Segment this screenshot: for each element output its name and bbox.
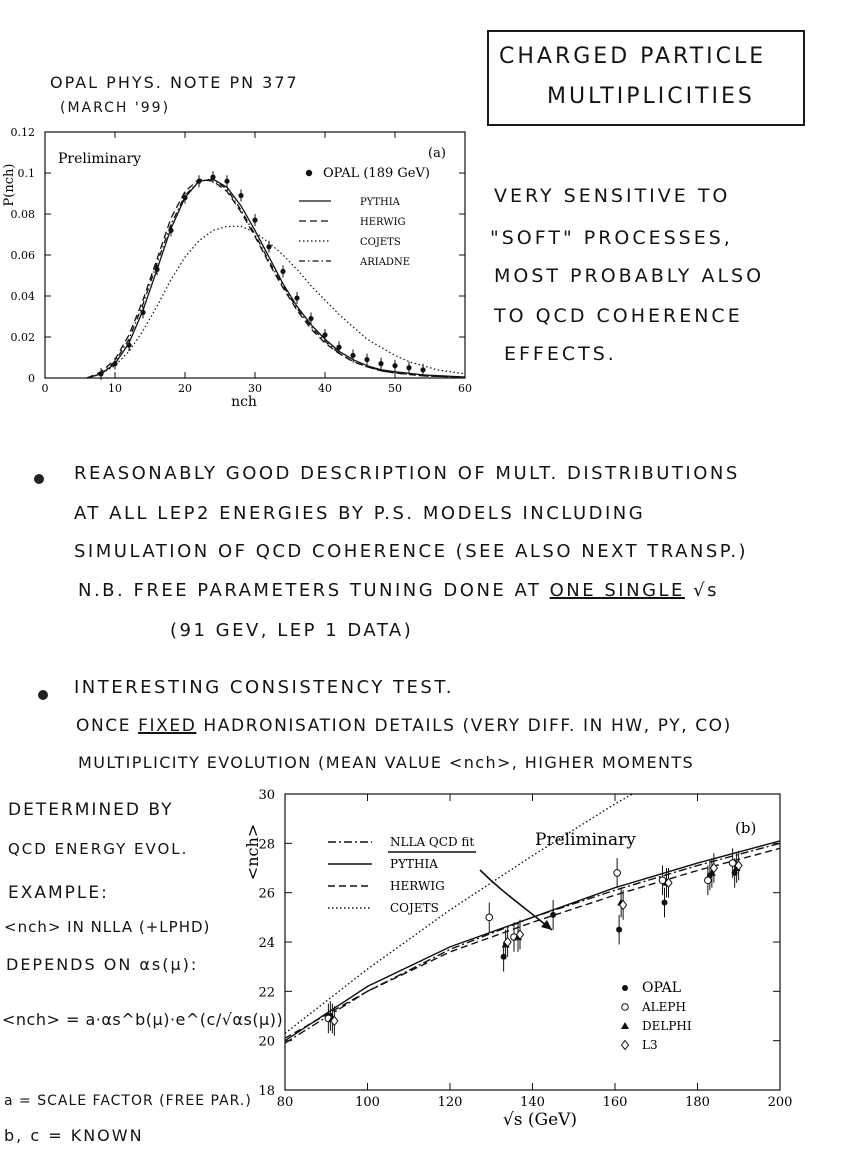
bullet-2-line-3: MULTIPLICITY EVOLUTION (MEAN VALUE <nch>, HIGHER MOMENTS xyxy=(78,753,695,772)
y-tick-label-a: 0.08 xyxy=(10,208,35,221)
y-tick-label-a: 0.06 xyxy=(10,249,35,262)
side-note-4: TO QCD COHERENCE xyxy=(494,305,743,327)
bullet-1-line-2: AT ALL LEP2 ENERGIES BY P.S. MODELS INCLUDING xyxy=(74,503,646,524)
bullet-2-line-2 xyxy=(76,716,732,736)
legend-label-b-nlla-qcd-fit: NLLA QCD fit xyxy=(390,835,475,849)
data-point-a xyxy=(140,310,145,315)
x-tick-label-b: 200 xyxy=(767,1095,793,1110)
legend-label-b-aleph: ALEPH xyxy=(642,1000,686,1014)
y-tick-label-b: 18 xyxy=(258,1084,275,1099)
formula: <nch> = a·αs^b(μ)·e^(c/√αs(μ)) xyxy=(2,1010,284,1029)
chart-mean-multiplicity-evolution xyxy=(240,780,800,1160)
data-point-a xyxy=(406,365,411,370)
y-tick-label-b: 26 xyxy=(258,886,275,902)
data-point-a xyxy=(336,345,341,350)
curve-b-cojets xyxy=(285,780,780,1033)
data-point-a xyxy=(196,179,201,184)
bullet-1-dot xyxy=(34,474,44,484)
legend-label-b-pythia: PYTHIA xyxy=(390,857,438,871)
y-axis-label-b: <nch> xyxy=(243,823,262,881)
y-tick-label-b: 20 xyxy=(258,1034,275,1050)
marker-opal xyxy=(662,900,668,906)
bullet-2-dot xyxy=(38,690,48,700)
marker-delphi xyxy=(621,1022,629,1029)
marker-aleph xyxy=(705,877,712,884)
x-tick-label-b: 100 xyxy=(355,1095,380,1110)
data-point-a xyxy=(378,361,383,366)
legend-label-ariadne: ARIADNE xyxy=(360,257,410,268)
marker-l3 xyxy=(622,1041,629,1050)
x-tick-label-b: 140 xyxy=(520,1095,545,1110)
legend-label-b-delphi: DELPHI xyxy=(642,1019,692,1033)
y-tick-label-a: 0.04 xyxy=(10,290,35,303)
hand-arrow-nlla xyxy=(480,870,552,930)
left-note-3: EXAMPLE: xyxy=(8,883,109,903)
marker-aleph xyxy=(614,870,621,877)
marker-aleph xyxy=(622,1004,629,1011)
data-point-a xyxy=(350,353,355,358)
panel-label-a: (a) xyxy=(428,146,446,161)
x-axis-label-a: nch xyxy=(231,394,257,410)
legend-label-opal-a: OPAL (189 GeV) xyxy=(323,166,430,181)
bullet-1-line-3: SIMULATION OF QCD COHERENCE (SEE ALSO NEXT TRANSP.) xyxy=(74,541,749,562)
chart-multiplicity-distribution xyxy=(0,120,480,420)
title-box xyxy=(487,30,805,126)
data-point-a xyxy=(266,244,271,249)
curve-pythia xyxy=(87,179,465,378)
left-note-7: b, c = KNOWN xyxy=(4,1126,144,1145)
legend-label-cojets: COJETS xyxy=(360,237,401,248)
bullet-1-line-1: REASONABLY GOOD DESCRIPTION OF MULT. DISTRIBUTIONS xyxy=(74,463,740,484)
x-tick-label-a: 10 xyxy=(108,382,122,395)
bullet-1-line-4 xyxy=(78,580,719,601)
data-point-a xyxy=(154,267,159,272)
legend-label-b-opal: OPAL xyxy=(642,980,682,996)
curve-b-pythia xyxy=(285,841,780,1041)
legend-label-pythia: PYTHIA xyxy=(360,197,400,208)
bullet-2-line-1: INTERESTING CONSISTENCY TEST. xyxy=(74,677,454,698)
one-single-underlined: ONE SINGLE xyxy=(549,580,685,601)
x-tick-label-a: 40 xyxy=(318,382,332,395)
data-point-a xyxy=(252,218,257,223)
left-note-4: <nch> IN NLLA (+LPHD) xyxy=(4,918,211,936)
y-tick-label-b: 28 xyxy=(258,837,275,853)
legend-label-herwig: HERWIG xyxy=(360,217,406,228)
x-tick-label-b: 180 xyxy=(685,1095,710,1110)
legend-label-b-l3: L3 xyxy=(642,1038,658,1052)
note-date: (MARCH '99) xyxy=(60,100,171,116)
y-tick-label-a: 0.02 xyxy=(10,331,35,344)
data-point-a xyxy=(280,269,285,274)
curve-herwig xyxy=(87,179,465,378)
bullet-2-line-2-b: HADRONISATION DETAILS (VERY DIFF. IN HW, PY, CO) xyxy=(196,716,732,736)
x-tick-label-a: 60 xyxy=(458,382,472,395)
note-reference: OPAL PHYS. NOTE PN 377 xyxy=(50,73,299,92)
x-tick-label-a: 0 xyxy=(41,382,49,395)
panel-label-b: (b) xyxy=(735,819,757,837)
data-point-a xyxy=(210,175,215,180)
data-point-a xyxy=(392,363,397,368)
marker-opal xyxy=(622,985,628,991)
data-point-a xyxy=(420,367,425,372)
side-note-1: VERY SENSITIVE TO xyxy=(494,185,731,207)
annotation-preliminary-a: Preliminary xyxy=(58,151,142,167)
curve-b-herwig xyxy=(285,848,780,1038)
y-tick-label-b: 24 xyxy=(258,936,275,951)
annotation-preliminary-b: Preliminary xyxy=(535,830,636,850)
data-point-a xyxy=(224,179,229,184)
y-tick-label-a: 0.1 xyxy=(17,167,35,180)
curve-ariadne xyxy=(87,179,465,378)
title-line-2: MULTIPLICITIES xyxy=(547,84,755,109)
data-point-a xyxy=(168,228,173,233)
side-note-2: "SOFT" PROCESSES, xyxy=(490,227,733,249)
left-note-5: DEPENDS ON αs(μ): xyxy=(6,955,199,974)
side-note-3: MOST PROBABLY ALSO xyxy=(494,265,765,287)
side-note-5: EFFECTS. xyxy=(504,343,617,365)
data-point-a xyxy=(308,316,313,321)
data-point-a xyxy=(294,295,299,300)
bullet-1-line-5: (91 GEV, LEP 1 DATA) xyxy=(170,620,414,641)
y-tick-label-b: 30 xyxy=(258,788,275,803)
marker-opal xyxy=(616,927,622,933)
data-point-a xyxy=(364,357,369,362)
bullet-2-line-2-a: ONCE xyxy=(76,716,139,736)
left-note-2: QCD ENERGY EVOL. xyxy=(8,840,189,858)
x-tick-label-a: 20 xyxy=(178,382,192,395)
y-tick-label-b: 22 xyxy=(258,985,275,1001)
data-point-a xyxy=(322,332,327,337)
x-tick-label-a: 50 xyxy=(388,382,402,395)
plot-frame-b xyxy=(285,794,780,1090)
y-axis-label-a: P(nch) xyxy=(2,163,17,207)
curve-b-nlla-qcd-fit xyxy=(285,843,780,1043)
x-tick-label-b: 80 xyxy=(276,1095,294,1110)
x-axis-label-b: √s (GeV) xyxy=(502,1110,578,1130)
title-line-1: CHARGED PARTICLE xyxy=(499,44,767,69)
data-point-a xyxy=(238,193,243,198)
y-tick-label-a: 0.12 xyxy=(10,126,35,139)
data-point-a xyxy=(98,371,103,376)
marker-aleph xyxy=(486,914,493,921)
data-point-a xyxy=(112,361,117,366)
fixed-underlined: FIXED xyxy=(138,716,197,736)
legend-marker-opal-a xyxy=(306,170,312,176)
curves-b xyxy=(285,780,780,1043)
data-point-a xyxy=(182,195,187,200)
left-note-6: a = SCALE FACTOR (FREE PAR.) xyxy=(4,1093,252,1109)
bullet-1-line-4-text: N.B. FREE PARAMETERS TUNING DONE AT xyxy=(78,580,550,601)
sqrt-s-text: √s xyxy=(684,580,719,601)
data-point-a xyxy=(126,343,131,348)
legend-label-b-cojets: COJETS xyxy=(390,901,439,915)
legend-label-b-herwig: HERWIG xyxy=(390,879,445,893)
y-tick-label-a: 0 xyxy=(28,372,35,385)
x-tick-label-b: 120 xyxy=(437,1095,463,1110)
left-note-1: DETERMINED BY xyxy=(8,800,174,820)
marker-opal xyxy=(550,912,556,918)
x-tick-label-b: 160 xyxy=(602,1095,628,1110)
x-tick-label-a: 30 xyxy=(248,382,262,395)
